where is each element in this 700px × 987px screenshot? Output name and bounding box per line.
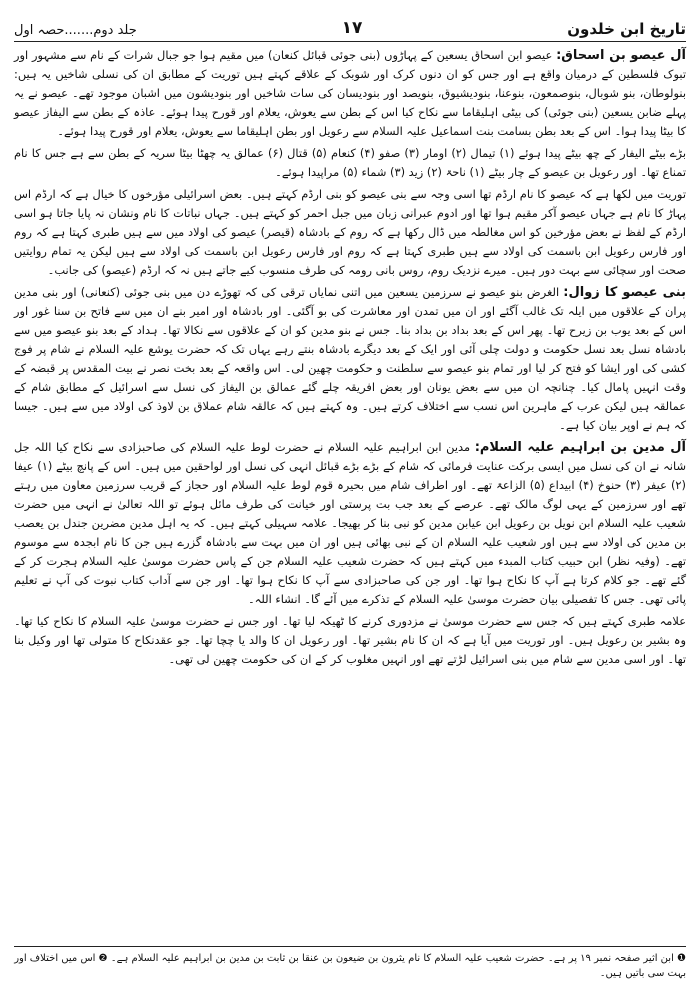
- section-heading: آل مدین بن ابراہیم علیہ السلام:: [474, 440, 687, 455]
- paragraph-text: عیصو ابن اسحاق یسعین کے پہاڑوں (بنی جوئی قبائل کنعان) میں مقیم ہوا جو جبال شرات کے نام سے مشہور اور تبوک فلسطین کے درمیان واقع ہے اور جس کو ان دنوں کرک اور شوبک کے علاقے کہتے ہیں توریت کے مطابق ان کی نسلی شاخیں یہ ہیں: بنولوطان، بنو شوبال، بنوصمعون، بنوعنا، بنودیشیوق، بنویصد اور بنودیسان کی سات شاخیں اور بنودیشون میں اشبان موجود تھے۔ عیصو نے یہ پہلے ضابن یسعین (بنی جوئی) کی بیٹی اہلیقاما سے نکاح کیا اس کے بطن سے یعوش، یعلام اور قورح پیدا ہوئے۔ عاذہ کے بطن سے الیفاز عیصو کا بیٹا پیدا ہوا۔ اس کے بعد بطن بسامت بنت اسماعیل علیہ السلام سے رعویل اور بطن اہلیقاما سے یعوش، یعلام اور قورح پیدا ہوئے۔: [14, 48, 686, 138]
- volume-label: جلد دوم.......حصہ اول: [14, 23, 137, 38]
- paragraph-text: علامہ طبری کہتے ہیں کہ جس سے حضرت موسیٰ نے مزدوری کرنے کا ٹھیکہ لیا تھا۔ اور جس نے حضرت موسیٰ علیہ السلام کا نکاح کیا تھا۔ وہ بشیر بن رعویل ہیں۔ اور توریت میں آیا ہے کہ ان کا نام بشیر تھا۔ اور رعویل ان کا والد یا چچا تھا۔ جو عقدنکاح کا متولی تھا اور وکیل بنا تھا۔ اور اسی مدین سے شام میں بنی اسرائیل لڑتے تھے اور انہیں مغلوب کر کے ان کی حکومت چھین لی تھی۔: [14, 614, 686, 666]
- section-heading: آل عیصو بن اسحاق:: [556, 48, 686, 63]
- footnote-text: ❶ ابن اثیر صفحہ نمبر ۱۹ پر ہے۔ حضرت شعیب علیہ السلام کا نام یثرون بن ضیعون بن عنقا بن ثابت بن مدین بن ابراہیم علیہ السلام ہے۔ ❷ اس میں اختلاف اور بہت سی باتیں ہیں۔: [14, 953, 686, 979]
- paragraph: [14, 283, 686, 435]
- paragraph: [14, 46, 686, 141]
- footnotes: [14, 946, 686, 981]
- page-number: ۱۷: [341, 18, 363, 38]
- paragraph: [14, 185, 686, 280]
- paragraph: [14, 144, 686, 182]
- paragraph: [14, 438, 686, 609]
- paragraph-text: مدین ابن ابراہیم علیہ السلام نے حضرت لوط علیہ السلام کی صاحبزادی سے نکاح کیا اللہ جل شانہ نے ان کی نسل میں ایسی برکت عنایت فرمائی کہ شام کے بڑے بڑے قبائل انہی کی نسل اور لواحقین میں ہیں۔ اس کے پانچ بیٹے (۱) عیفا (۲) عیفر (۳) حنوخ (۴) ابیداع (۵) الزاعۃ تھے۔ اور اطراف شام میں بحیرہ قوم لوط علیہ السلام اور حجاز کے قریب سرزمین معاون میں رہتے تھے اور سرزمین کے یہی لوگ مالک تھے۔ عرصے کے بعد جب بت پرستی اور خیانت کی طرف مائل ہوئے تو اللہ تعالیٰ نے انہی میں حضرت شعیب علیہ السلام ابن نویل بن رعویل ابن عیابن مدین کو نبی بنا کر بھیجا۔ علامہ سہیلی کہتے ہیں۔ کہ یہ اہل مدین مضرین جندل بن یعصب بن مدین کی اولاد سے ہیں اور شعیب علیہ السلام ان کے نبی بھائی ہیں اور ان میں بہت سے بادشاہ گزرے ہیں جن کا نام ابجدہ سے موسوم تھے۔ (وفیہ نظر) ابن حبیب کتاب المبدء میں کہتے ہیں کہ حضرت شعیب علیہ السلام جن کے پاس حضرت موسیٰ علیہ السلام ہجرت کر کے گئے تھے۔ جو کلام کرتا ہے آپ کا نکاح ہوا تھا۔ اور جن کی صاحبزادی سے آپ کا نکاح ہوا تھا۔ اور جن سے آداب کتاب نبوت کی آپ نے تعلیم پائی تھی۔ جس کا تفصیلی بیان حضرت موسیٰ علیہ السلام کے تذکرے میں آئے گا۔ انشاء اللہ۔: [14, 440, 686, 606]
- paragraph-text: بڑے بیٹے الیفار کے چھ بیٹے پیدا ہوئے (۱) تیمال (۲) اومار (۳) صفو (۴) کنعام (۵) قتال (۶) عمالق یہ چھٹا بیٹا سریہ کے بطن سے ہے جس کا نام تمناع تھا۔ اور رعویل بن عیصو کے چار بیٹے (۱) ناحۃ (۲) زید (۳) شماء (۵) مراپیدا ہوئے۔: [14, 146, 686, 179]
- book-title: تاریخ ابن خلدون: [567, 20, 686, 38]
- body-text: [14, 42, 686, 669]
- paragraph-text: توریت میں لکھا ہے کہ عیصو کا نام ارڈم تھا اسی وجہ سے بنی عیصو کو بنی ارڈم کہتے ہیں۔ بعض اسرائیلی مؤرخوں کا خیال ہے کہ ارڈم اس پہاڑ کا نام ہے جہاں عیصو آکر مقیم ہوا تھا اور ادوم عبرانی زبان میں جبل احمر کو کہتے ہیں۔ جہاں نباتات کا نام ونشان نہ پایا جاتا ہو اسی ارڈم کے لفظ نے بعض مؤرخین کو اس مغالطہ میں ڈال رکھا ہے کہ روم کے بادشاہ (قیصر) عیصو کی اولاد میں سے ہیں طبری کہتا ہے کہ روم اور فارس رعویل ابن باسمت کی اولاد سے ہیں طبری کہتا ہے کہ روم اور فارس رعویل ابن باسمت کی اولاد سے ہیں لیکن یہ تمام روایتیں صحت اور سچائی سے بہت دور ہیں۔ میرے نزدیک روم، روس بانی رومہ کی طرف منسوب کیے جاتے ہیں نہ کہ ارڈم (عیصو) کی جانب۔: [14, 187, 686, 277]
- paragraph-text: الغرض بنو عیصو نے سرزمین یسعین میں اتنی نمایاں ترقی کی کہ تھوڑے دن میں بنی جوئی (کنعانی) اور بنی مدین پران کے علاقوں میں ایلہ تک غالب آگئے اور ان میں تمدن اور معاشرت کی بو آگئی۔ اور بادشاہ اور امیر بنے ان میں سے فاتح بن سنا غور اور اس کے بعد یوب بن زیرح تھا۔ پھر اس کے بعد بداد بن بداد بنا۔ جس نے بنو مدین کو ان کے علاقوں سے نکالا تھا۔ ہداد کے بعد بنو عیصو میں سے بادشاہ نسل بعد نسل حکومت و دولت چلی آئی اور ایک کے بعد دیگرے بادشاہ بنتے رہے یہاں تک کہ حضرت یوشع علیہ السلام نے شام پر فوج کشی کی اور ایشا کو فتح کر لیا اور تمام بنو عیصو سے سلطنت و حکومت چھین لی۔ اس واقعہ کے بعد بخت نصر نے بیت المقدس پر قبضہ کے وقت انہیں پامال کیا۔ چنانچہ ان میں سے بعض یونان اور بعض افریقہ چلے گئے عمالق بن الیفاز کی نسل سے اسرائیل کے مطابق شام کے عمالقہ ہیں لیکن عرب کے ماہرین اس نسب سے اختلاف کرتے ہیں۔ وہ کہتے ہیں کہ عالقہ شام عملاق بن لاوذ کی اولاد میں سے ہیں۔ جیسا کہ ہم نے اوپر بیان کیا ہے۔: [14, 285, 686, 432]
- section-heading: بنی عیصو کا زوال:: [563, 285, 686, 300]
- paragraph: [14, 612, 686, 669]
- page-header: [14, 0, 686, 42]
